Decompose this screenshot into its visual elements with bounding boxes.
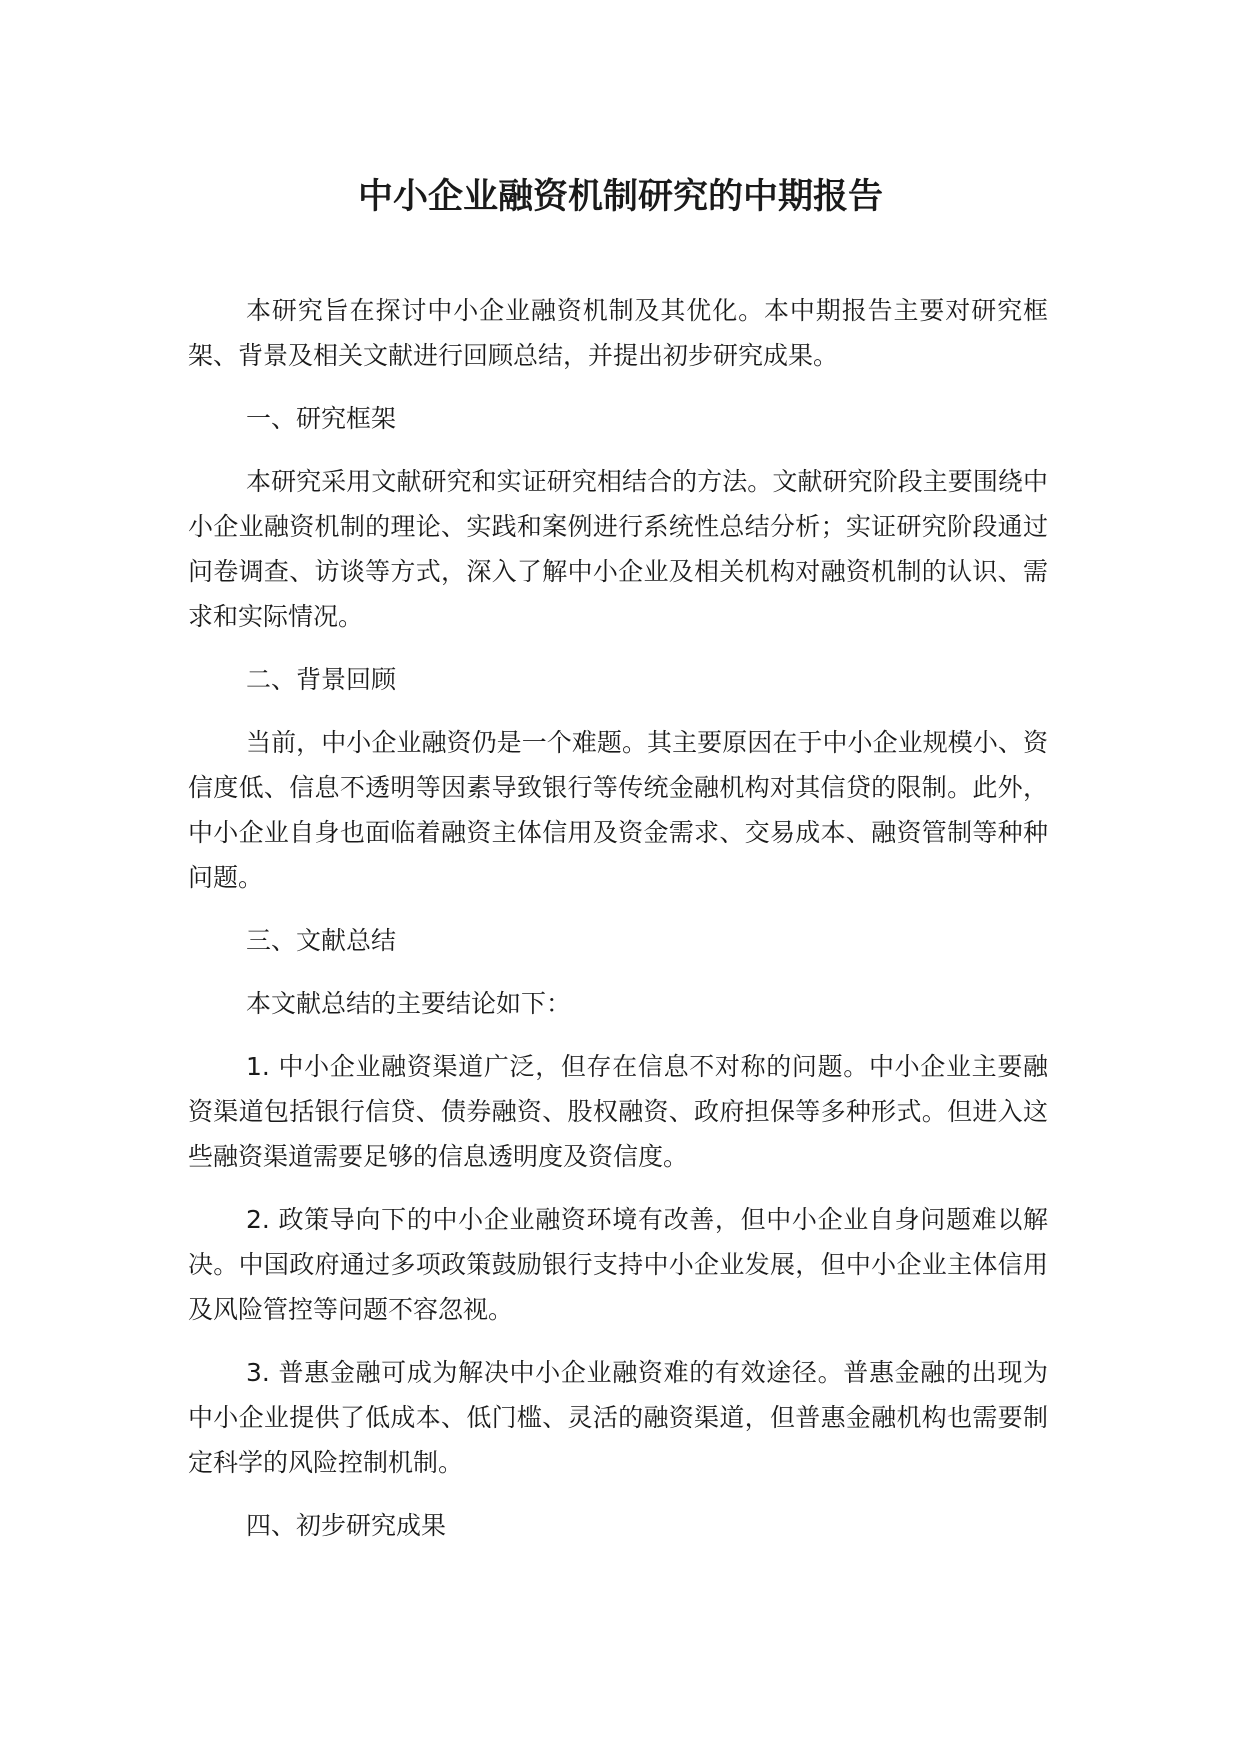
literature-point-3: 3. 普惠金融可成为解决中小企业融资难的有效途径。普惠金融的出现为中小企业提供了低成本、低门槛、灵活的融资渠道，但普惠金融机构也需要制定科学的风险控制机制。 (188, 1358, 1048, 1477)
framework-paragraph: 本研究采用文献研究和实证研究相结合的方法。文献研究阶段主要围绕中小企业融资机制的理论、实践和案例进行系统性总结分析；实证研究阶段通过问卷调查、访谈等方式，深入了解中小企业及相关机构对融资机制的认识、需求和实际情况。 (188, 467, 1048, 631)
literature-point-1: 1. 中小企业融资渠道广泛，但存在信息不对称的问题。中小企业主要融资渠道包括银行信贷、债券融资、股权融资、政府担保等多种形式。但进入这些融资渠道需要足够的信息透明度及资信度。 (188, 1052, 1048, 1171)
section-heading-literature: 三、文献总结 (246, 926, 397, 955)
section-heading-framework: 一、研究框架 (246, 404, 397, 433)
section-heading-results: 四、初步研究成果 (246, 1511, 447, 1540)
background-paragraph: 当前，中小企业融资仍是一个难题。其主要原因在于中小企业规模小、资信度低、信息不透明等因素导致银行等传统金融机构对其信贷的限制。此外，中小企业自身也面临着融资主体信用及资金需求、交易成本、融资管制等种种问题。 (188, 728, 1048, 892)
literature-point-2: 2. 政策导向下的中小企业融资环境有改善，但中小企业自身问题难以解决。中国政府通过多项政策鼓励银行支持中小企业发展，但中小企业主体信用及风险管控等问题不容忽视。 (188, 1205, 1048, 1324)
section-heading-background: 二、背景回顾 (246, 665, 397, 694)
intro-paragraph: 本研究旨在探讨中小企业融资机制及其优化。本中期报告主要对研究框架、背景及相关文献进行回顾总结，并提出初步研究成果。 (188, 296, 1048, 370)
literature-intro-paragraph: 本文献总结的主要结论如下： (246, 989, 572, 1018)
document-body (188, 288, 1048, 1566)
document-title: 中小企业融资机制研究的中期报告 (357, 177, 883, 217)
